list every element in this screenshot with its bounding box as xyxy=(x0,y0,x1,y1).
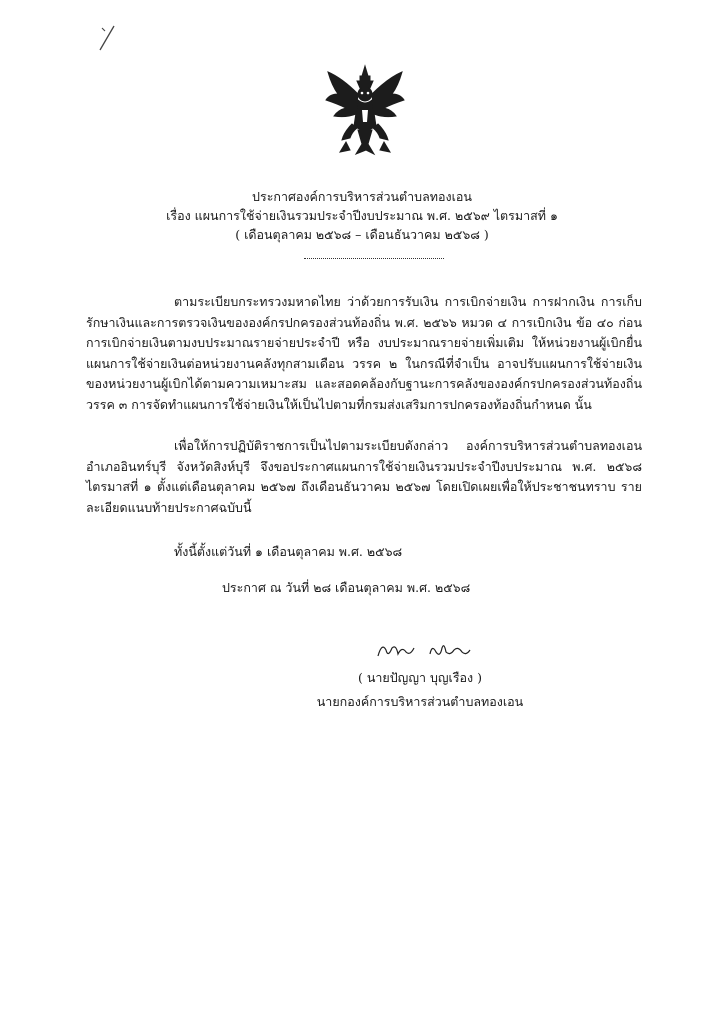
signatory-name: ( นายปัญญา บุญเรือง ) xyxy=(358,670,482,685)
announcement-date-line: ประกาศ ณ วันที่ ๒๘ เดือนตุลาคม พ.ศ. ๒๕๖๘ xyxy=(222,580,471,595)
body-paragraph-2 xyxy=(86,436,642,518)
paragraph-text: เพื่อให้การปฏิบัติราชการเป็นไปตามระเบียบดังกล่าว องค์การบริหารส่วนตำบลทองเอน อำเภออินทร์บุรี จังหวัดสิงห์บุรี จึงขอประกาศแผนการใช้จ่ายเงินรวมประจำปีงบประมาณ พ.ศ. ๒๕๖๘ ไตรมาสที่ ๑ ตั้งแต่เดือนตุลาคม ๒๕๖๗ ถึงเดือนธันวาคม ๒๕๖๗ โดยเปิดเผยเพื่อให้ประชาชนทราบ รายละเอียดแนบท้ายประกาศฉบับนี้ xyxy=(86,438,642,515)
handwritten-signature xyxy=(372,636,482,666)
subject-line: เรื่อง แผนการใช้จ่ายเงินรวมประจำปีงบประมาณ พ.ศ. ๒๕๖๙ ไตรมาสที่ ๑ xyxy=(166,208,558,223)
announcement-title: ประกาศองค์การบริหารส่วนตำบลทองเอน xyxy=(252,189,472,204)
period-line: ( เดือนตุลาคม ๒๕๖๘ – เดือนธันวาคม ๒๕๖๘ ) xyxy=(235,227,489,242)
paragraph-text: ตามระเบียบกระทรวงมหาดไทย ว่าด้วยการรับเงิน การเบิกจ่ายเงิน การฝากเงิน การเก็บรักษาเงินและการตรวจเงินขององค์กรปกครองส่วนท้องถิ่น พ.ศ. ๒๕๖๖ หมวด ๔ การเบิกเงิน ข้อ ๔๐ ก่อนการเบิกจ่ายเงินตามงบประมาณรายจ่ายประจำปี หรือ งบประมาณรายจ่ายเพิ่มเติม ให้หน่วยงานผู้เบิกยื่นแผนการใช้จ่ายเงินต่อหน่วยงานคลังทุกสามเดือน วรรค ๒ ในกรณีที่จำเป็น อาจปรับแผนการใช้จ่ายเงินของหน่วยงานผู้เบิกได้ตามความเหมาะสม และสอดคล้องกับฐานะการคลังขององค์กรปกครองส่วนท้องถิ่น วรรค ๓ การจัดทำแผนการใช้จ่ายเงินให้เป็นไปตามที่กรมส่งเสริมการปกครองท้องถิ่นกำหนด นั้น xyxy=(86,294,642,412)
dotted-separator xyxy=(304,258,444,259)
effective-date-line: ทั้งนี้ตั้งแต่วันที่ ๑ เดือนตุลาคม พ.ศ. ๒๕๖๘ xyxy=(174,544,403,559)
garuda-emblem xyxy=(322,64,408,160)
signatory-position: นายกองค์การบริหารส่วนตำบลทองเอน xyxy=(316,694,524,709)
body-paragraph-1 xyxy=(86,292,642,416)
pen-mark xyxy=(92,22,122,54)
